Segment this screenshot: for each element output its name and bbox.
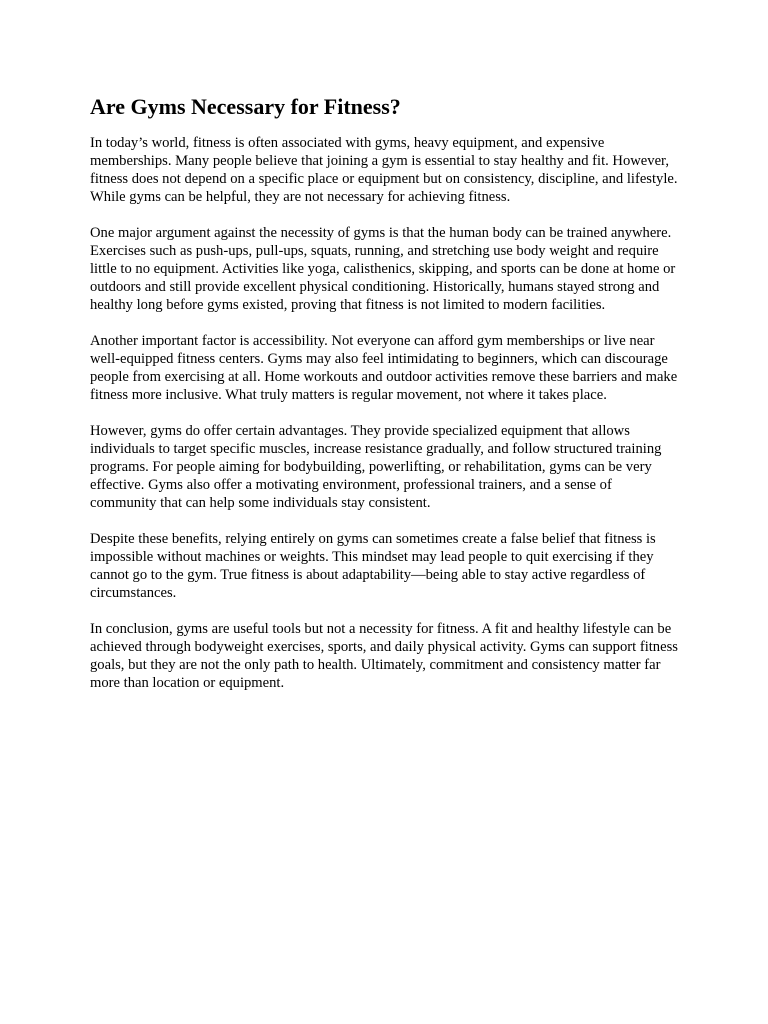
paragraph-false-belief: Despite these benefits, relying entirely on gyms can sometimes create a false belief that fitness is impossible without machines or weights. This mindset may lead people to quit exercising if they cannot go to the gym. True fitness is about adaptability—being able to stay active regardless of circumstances.: [90, 531, 656, 601]
paragraph-accessibility: Another important factor is accessibility. Not everyone can afford gym memberships or live near well-equipped fitness centers. Gyms may also feel intimidating to beginners, which can discourage people from exercising at all. Home workouts and outdoor activities remove these barriers and make fitness more inclusive. What truly matters is regular movement, not where it takes place.: [90, 333, 678, 403]
paragraph-gym-advantages: However, gyms do offer certain advantages. They provide specialized equipment that allows individuals to target specific muscles, increase resistance gradually, and follow structured training programs. For people aiming for bodybuilding, powerlifting, or rehabilitation, gyms can be very effective. Gyms also offer a motivating environment, professional trainers, and a sense of community that can help some individuals stay consistent.: [90, 423, 662, 511]
paragraph-conclusion: In conclusion, gyms are useful tools but not a necessity for fitness. A fit and healthy lifestyle can be achieved through bodyweight exercises, sports, and daily physical activity. Gyms can support fitness goals, but they are not the only path to health. Ultimately, commitment and consistency matter far more than location or equipment.: [90, 621, 678, 691]
document-page: [90, 93, 680, 710]
paragraph-body-training-anywhere: One major argument against the necessity of gyms is that the human body can be trained anywhere. Exercises such as push-ups, pull-ups, squats, running, and stretching use body weight and require little to no equipment. Activities like yoga, calisthenics, skipping, and sports can be done at home or outdoors and still provide excellent physical conditioning. Historically, humans stayed strong and healthy long before gyms existed, proving that fitness is not limited to modern facilities.: [90, 225, 676, 313]
paragraph-intro: In today’s world, fitness is often associated with gyms, heavy equipment, and expensive memberships. Many people believe that joining a gym is essential to stay healthy and fit. However, fitness does not depend on a specific place or equipment but on consistency, discipline, and lifestyle. While gyms can be helpful, they are not necessary for achieving fitness.: [90, 135, 678, 205]
document-title: Are Gyms Necessary for Fitness?: [90, 94, 401, 119]
